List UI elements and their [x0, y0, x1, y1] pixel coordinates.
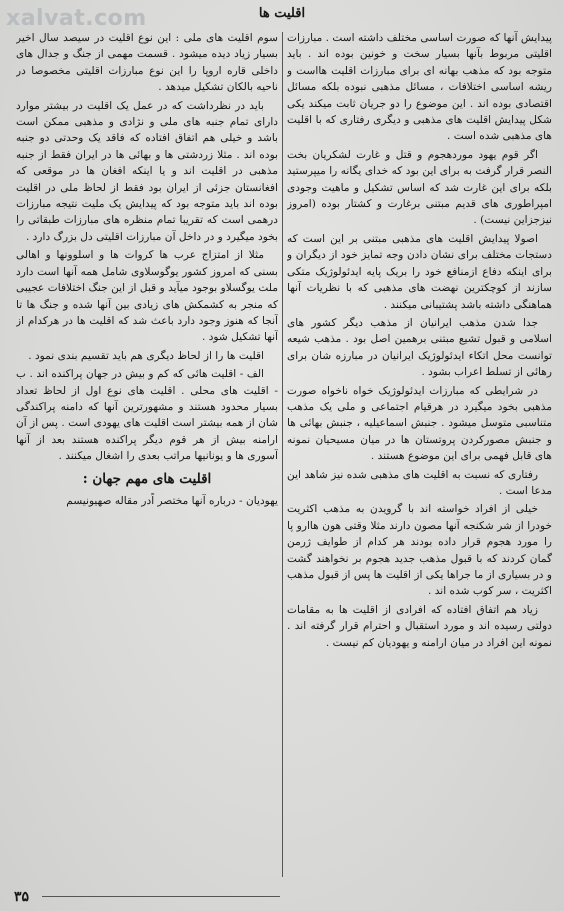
left-column: [16, 30, 278, 840]
paragraph: زیاد هم اتفاق افتاده که افرادی از اقلیت ها به مقامات دولتی رسیده اند و مورد استقبال و احترام قرار گرفته اند . نمونه این افراد در میان ارامنه و یهودیان کم نیست .: [287, 603, 552, 649]
paragraph: جدا شدن مذهب ایرانیان از مذهب دیگر کشور های اسلامی و قبول تشیع مبتنی برهمین اصل بود . مذهب شیعه توانست محل اتکاء ایدئولوژیک ایرانیان در مبارزه شان برای رهائی از تسلط اعراب بشود .: [287, 316, 552, 379]
right-column: [287, 30, 552, 880]
paragraph: الف - اقلیت هائی که کم و بیش در جهان پراکنده اند . ب - اقلیت های محلی . اقلیت های نوع اول از لحاظ تعداد بسیار محدود هستند و مشهورترین آنها که دامنه پراکندگی شان از همه بیشتر است اقلیت های یهودی است . پس از آن ارامنه بیش از هر قوم دیگر پراکنده هستند بعد از آنها آسوری ها و یونانیها مراتب بعدی را اشغال میکنند .: [16, 368, 278, 463]
paragraph: باید در نظرداشت که در عمل یک اقلیت در بیشتر موارد دارای تمام جنبه های ملی و نژادی و مذهبی ممکن است باشد و خیلی هم اتفاق افتاده که فاقد یک وحدتی دو جنبه بوده اند . مثلا زردشتی ها و بهائی ها در ایران فقط از جنبه مذهبی در اقلیت اند و یا اینکه افغان ها در موقعی که افغانستان جزئی از ایران بود فقط از لحاظ ملی در اقلیت بوده اند باید متوجه بود که پیدایش یک ملیت نتیجه مبارزات درهمی است که تقریبا تمام منظره های مبارزات طبقاتی را بخود میگیرد و در داخل آن مبارزات اقلیتی دل بزرگ دارد .: [16, 99, 278, 243]
paragraph: اگر قوم یهود موردهجوم و قتل و غارت لشکریان بخت النصر قرار گرفت به برای این بود که خدای یگانه را میپرستید بلکه برای این غارت شد که اساس تشکیل و ماهیت وجودی امپراطوری های قدیم مبتنی برغارت و کشتار بوده (امروز نیزجزاین نیست) .: [287, 148, 552, 227]
page-number: ۳۵: [14, 889, 30, 905]
paragraph: مثلا از امتزاج عرب ها کروات ها و اسلوونها و اهالی بسنی که امروز کشور یوگوسلاوی شامل همه آنها است دارد ملت یوگسلاو بوجود میآید و قبل از این جنگ اختلافات عجیبی که منجر به کشمکش های زیادی بین آنها شده و جنگ ها تا آنجا که هنوز وجود دارد باعث شد که اقلیت ها در هرکدام از آنها تشکیل شود .: [16, 249, 278, 344]
paragraph: در شرایطی که مبارزات ایدئولوژیک خواه ناخواه صورت مذهبی بخود میگیرد در هرقیام اجتماعی و ملی یک مذهب متناسبی متوسل میشود . جنبش اسماعیلیه ، جنبش بهائی ها و جنبش مصورکردن پروتستان ها در میان مسیحیان نمونه های قابل فهمی برای این موضوع هستند .: [287, 384, 552, 463]
paragraph: اصولا پیدایش اقلیت های مذهبی مبتنی بر این است که دستجات مختلف برای نشان دادن وجه تمایز خود از دیگران و برای اینکه دفاع ازمنافع خود را بریک پایه ایدئولوژیک متکی سازند از کوچکترین نهضت های مذهبی که با نظریات آنها هماهنگی داشته باشد پشتیبانی میکنند .: [287, 232, 552, 311]
paragraph: اقلیت ها را از لحاظ دیگری هم باید تقسیم بندی نمود .: [28, 349, 264, 362]
site-watermark: xalvat.com: [6, 6, 147, 31]
running-head: اقلیت ها: [258, 6, 306, 21]
column-divider: [282, 32, 283, 877]
closing-line: یهودیان - درباره آنها مختصر اًدر مقاله صهیونیسم: [66, 494, 278, 507]
paragraph: خیلی از افراد خواسته اند با گرویدن به مذهب اکثریت خودرا از شر شکنجه آنها مصون دارند مثلا وقتی هون هاارو پا را مورد هجوم قرار داده بودند هر کدام از طوایف ژرمن گمان کردند که با قبول مذهب جدید هجوم بر نخواهند گشت و در بسیاری از ما جراها یکی از اقلیت ها پس از قبول مذهب اکثریت ، سر کوب شده اند .: [287, 503, 552, 598]
footer-rule: [42, 896, 280, 897]
paragraph: پیدایش آنها که صورت اساسی مختلف داشته است . مبارزات اقلیتی مربوط بآنها بسیار سخت و خونین بوده اند . باید متوجه بود که مذهب بهانه ای برای مبارزات اقلیت هااست و ریشه اساسی اختلافات ، مسائل مذهبی نبوده بلکه مسائل اقتصادی بوده اند . این موضوع را دو جریان ثابت میکند یکی شکل پیدایش اقلیت های مذهبی و دیگری رفتاری که با اقلیت های مذهبی شده است .: [287, 32, 552, 143]
section-heading: اقلیت های مهم جهان :: [82, 470, 212, 487]
paragraph: رفتاری که نسبت به اقلیت های مذهبی شده نیز شاهد این مدعا است .: [287, 468, 552, 497]
paragraph: سوم اقلیت های ملی : این نوع اقلیت در سیصد سال اخیر بسیار زیاد دیده میشود . قسمت مهمی از جنگ و جدال های داخلی قاره اروپا را این نوع مبارزات اقلیتی مخصوصا در ناحیه بالکان تشکیل میدهد .: [16, 32, 278, 94]
